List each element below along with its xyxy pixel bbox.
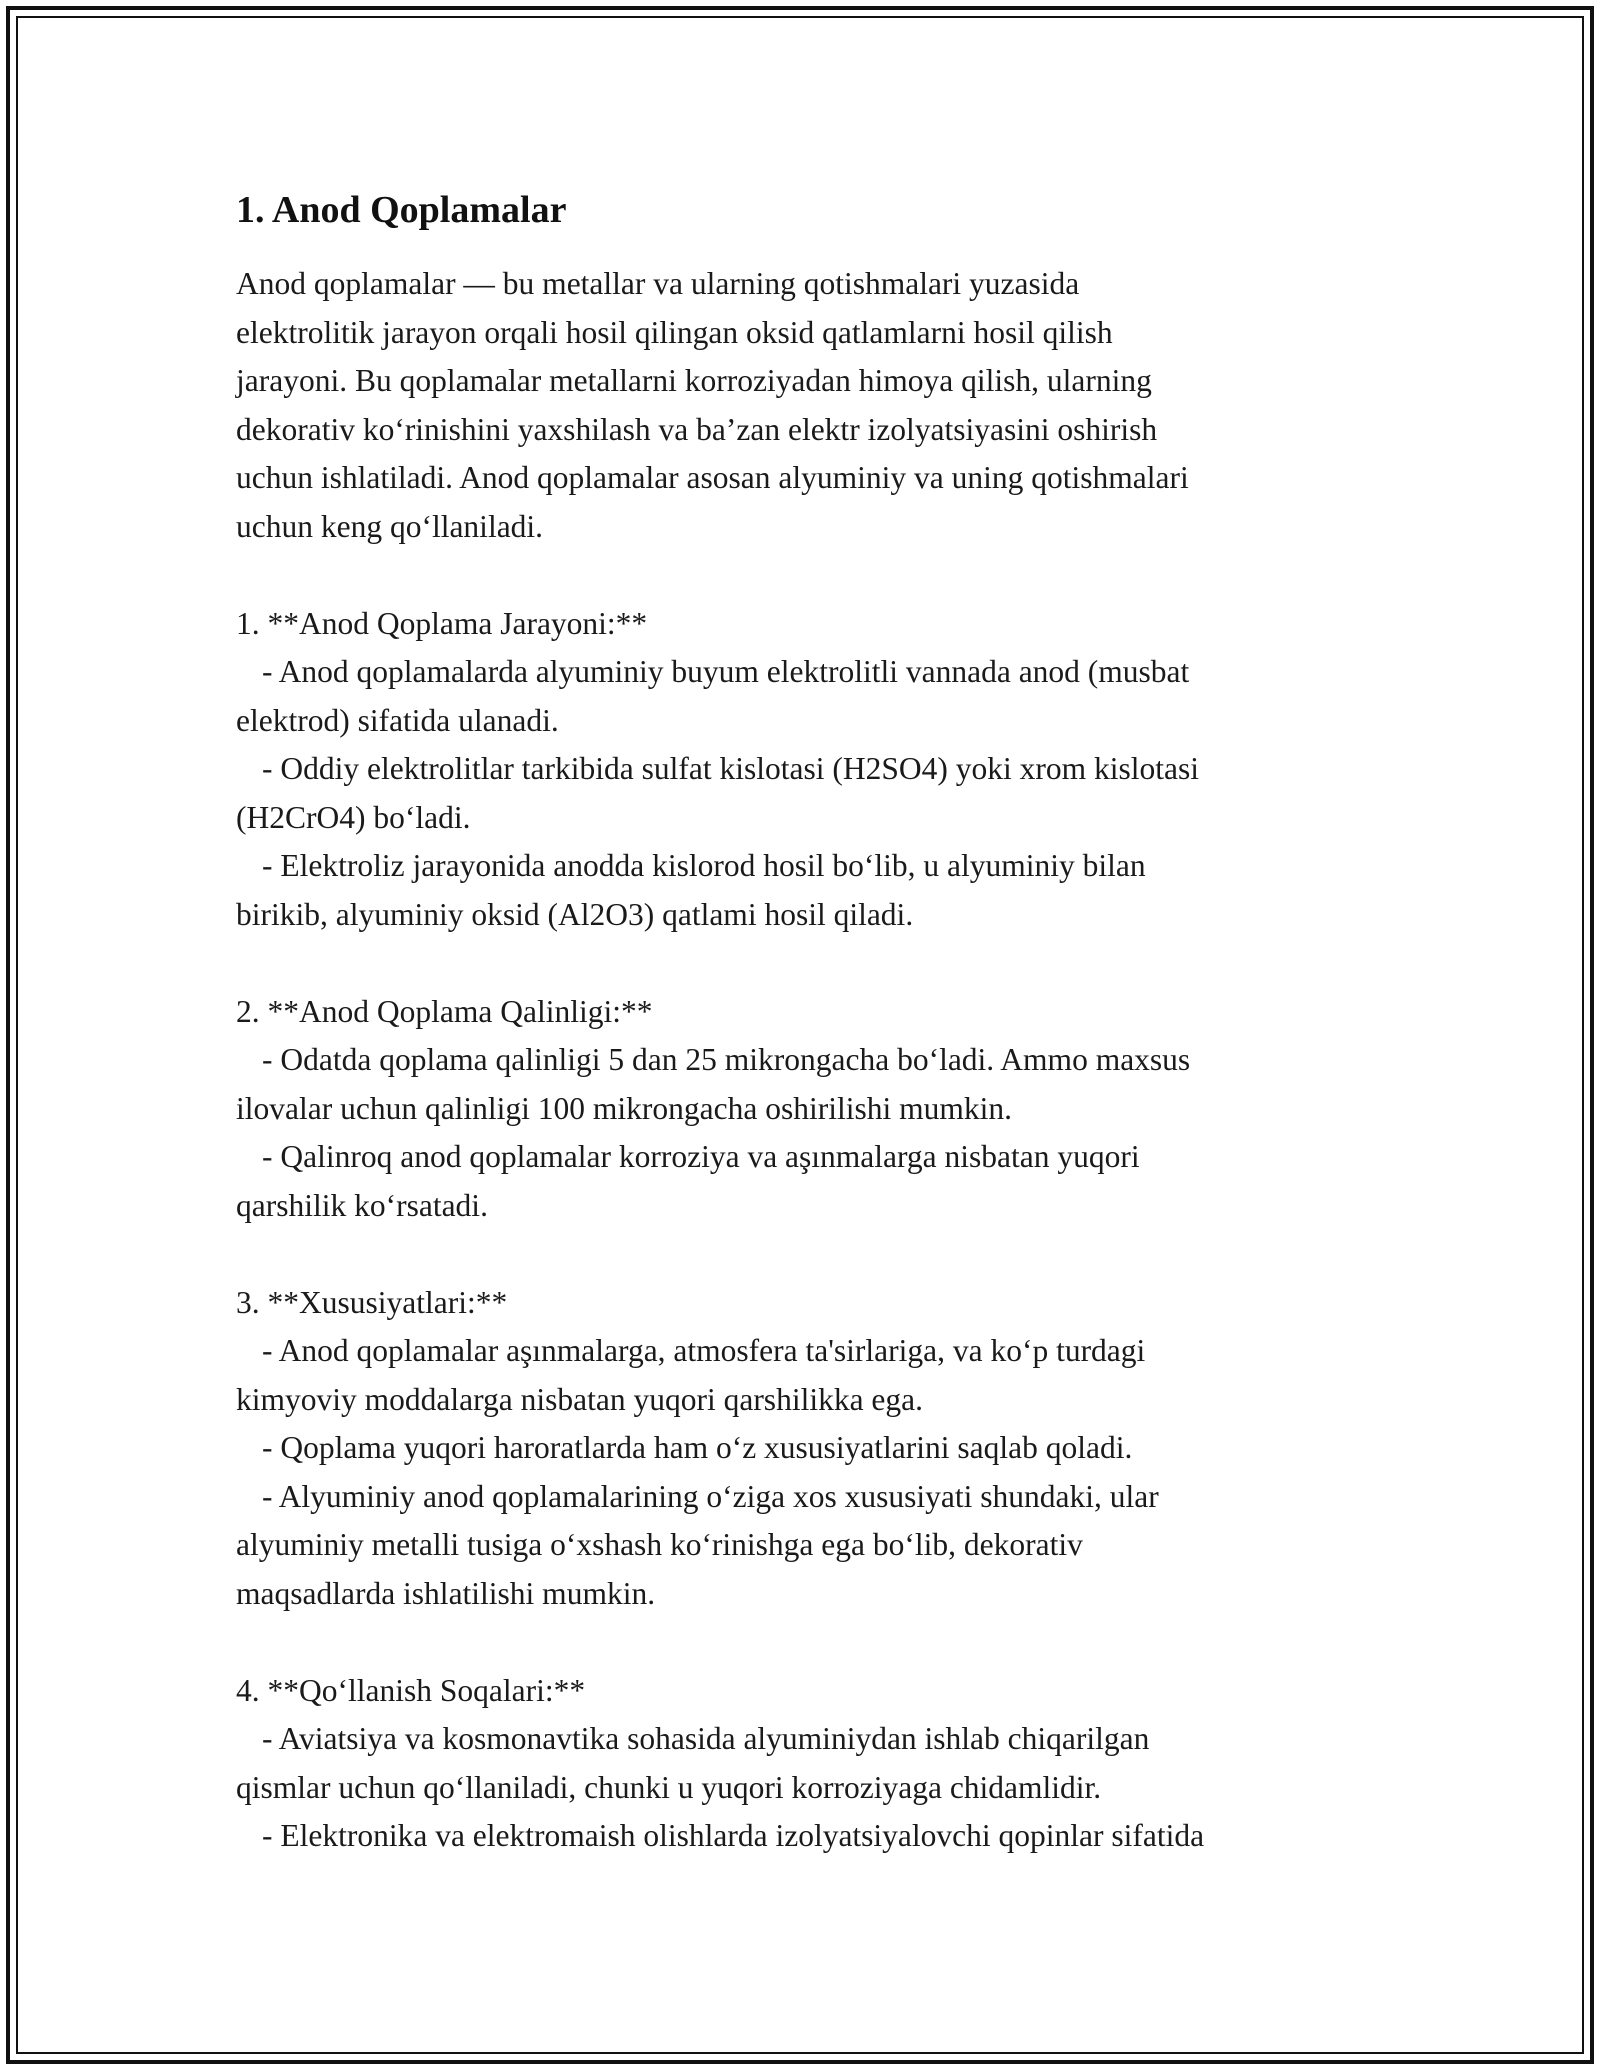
- section-properties: [236, 1279, 1376, 1619]
- list-item-continuation: ilovalar uchun qalinligi 100 mikrongacha oshirilishi mumkin.: [236, 1090, 1013, 1126]
- section-title: 4. **Qo‘llanish Soqalari:**: [236, 1672, 586, 1708]
- list-item-continuation: alyuminiy metalli tusiga o‘xshash ko‘rinishga ega bo‘lib, dekorativ: [236, 1527, 1083, 1562]
- section-process: [236, 600, 1376, 940]
- document-heading: 1. Anod Qoplamalar: [236, 189, 567, 231]
- list-item-continuation: (H2CrO4) bo‘ladi.: [236, 799, 471, 835]
- list-item: - Anod qoplamalarda alyuminiy buyum elektrolitli vannada anod (musbat: [262, 654, 1190, 689]
- section-title: 2. **Anod Qoplama Qalinligi:**: [236, 993, 653, 1029]
- list-item: - Oddiy elektrolitlar tarkibida sulfat kislotasi (H2SO4) yoki xrom kislotasi: [262, 751, 1199, 786]
- intro-paragraph: Anod qoplamalar — bu metallar va ularning qotishmalari yuzasida elektrolitik jarayon orqali hosil qilingan oksid qatlamlarni hosil qilish jarayoni. Bu qoplamalar metallarni korroziyadan himoya qilish, ularning dekorativ ko‘rinishini yaxshilash va ba’zan elektr izolyatsiyasini oshirish uchun ishlatiladi. Anod qoplamalar asosan alyuminiy va uning qotishmalari uchun keng qo‘llaniladi.: [236, 266, 1189, 544]
- list-item-continuation: elektrod) sifatida ulanadi.: [236, 702, 559, 738]
- list-item: - Elektroliz jarayonida anodda kislorod hosil bo‘lib, u alyuminiy bilan: [262, 848, 1146, 883]
- section-applications: [236, 1667, 1376, 1861]
- section-title: 1. **Anod Qoplama Jarayoni:**: [236, 605, 648, 641]
- list-item: - Anod qoplamalar aşınmalarga, atmosfera ta'sirlariga, va ko‘p turdagi: [262, 1333, 1146, 1368]
- list-item-continuation: maqsadlarda ishlatilishi mumkin.: [236, 1575, 656, 1611]
- list-item: - Qoplama yuqori haroratlarda ham o‘z xususiyatlarini saqlab qoladi.: [262, 1430, 1133, 1465]
- list-item-continuation: birikib, alyuminiy oksid (Al2O3) qatlami hosil qiladi.: [236, 896, 914, 932]
- section-title: 3. **Xususiyatlari:**: [236, 1284, 508, 1320]
- list-item: - Odatda qoplama qalinligi 5 dan 25 mikrongacha bo‘ladi. Ammo maxsus: [262, 1042, 1191, 1077]
- list-item-continuation: qarshilik ko‘rsatadi.: [236, 1187, 488, 1223]
- list-item: - Alyuminiy anod qoplamalarining o‘ziga xos xususiyati shundaki, ular: [262, 1478, 1159, 1514]
- list-item: - Elektronika va elektromaish olishlarda izolyatsiyalovchi qopinlar sifatida: [262, 1818, 1205, 1853]
- list-item-continuation: kimyoviy moddalarga nisbatan yuqori qarshilikka ega.: [236, 1381, 924, 1417]
- document-body: [236, 186, 1376, 1861]
- list-item: - Aviatsiya va kosmonavtika sohasida alyuminiydan ishlab chiqarilgan: [262, 1721, 1150, 1756]
- list-item-continuation: qismlar uchun qo‘llaniladi, chunki u yuqori korroziyaga chidamlidir.: [236, 1769, 1102, 1805]
- section-thickness: [236, 988, 1376, 1231]
- list-item: - Qalinroq anod qoplamalar korroziya va aşınmalarga nisbatan yuqori: [262, 1139, 1140, 1174]
